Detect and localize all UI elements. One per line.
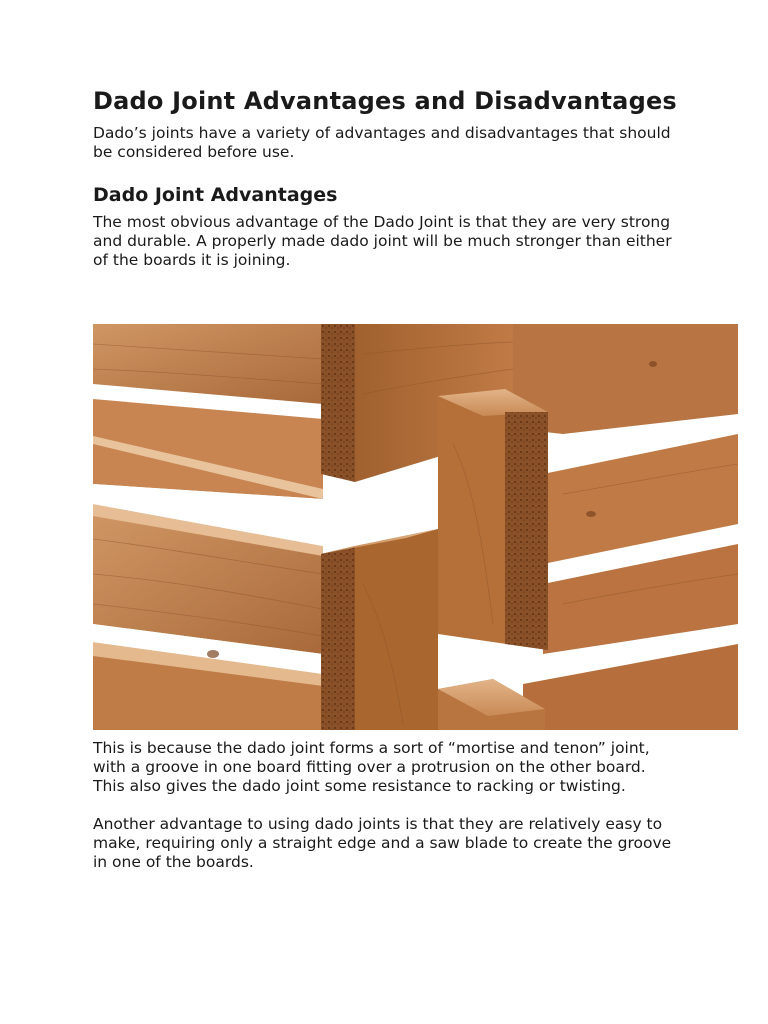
wood-joint-illustration xyxy=(93,324,738,730)
intro-paragraph: Dado’s joints have a variety of advantages and disadvantages that should be considered before use. xyxy=(93,124,671,161)
article xyxy=(93,86,693,270)
article-continuation xyxy=(93,739,673,872)
body-paragraph-2: This is because the dado joint forms a sort of “mortise and tenon” joint, with a groove in one board fitting over a protrusion on the other board. This also gives the dado joint some resistance to racking or twisting. xyxy=(93,739,650,795)
page-title: Dado Joint Advantages and Disadvantages xyxy=(93,87,677,115)
wood-joint-photo xyxy=(93,324,738,730)
body-paragraph-3: Another advantage to using dado joints is that they are relatively easy to make, requiring only a straight edge and a saw blade to create the groove in one of the boards. xyxy=(93,815,672,871)
section-heading: Dado Joint Advantages xyxy=(93,184,338,206)
body-paragraph-1: The most obvious advantage of the Dado Joint is that they are very strong and durable. A properly made dado joint will be much stronger than either of the boards it is joining. xyxy=(93,213,672,269)
